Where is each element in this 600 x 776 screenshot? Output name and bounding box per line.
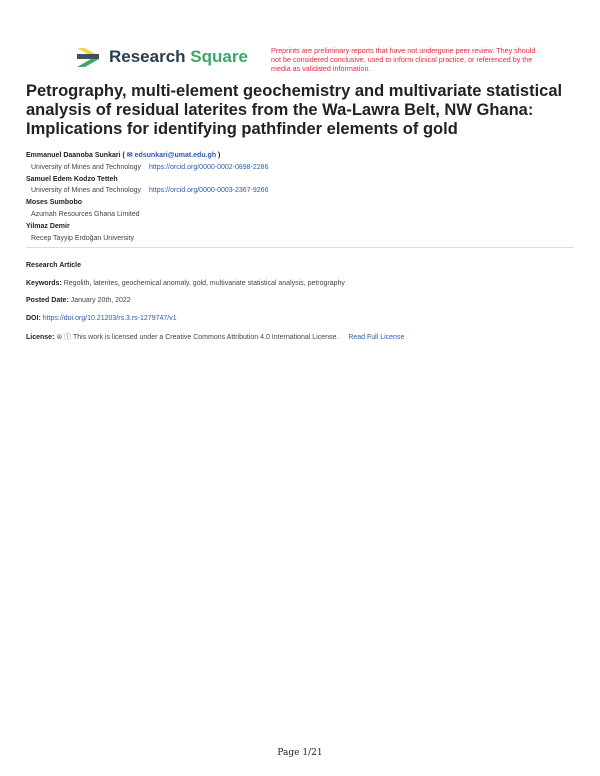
article-type: Research Article	[26, 262, 81, 269]
author-name: Moses Sumbobo	[26, 199, 83, 207]
preprint-notice: Preprints are preliminary reports that have not undergone peer review. They should not be considered conclusive, used to inform clinical practice, or referenced by the media as validated information.	[271, 46, 536, 73]
research-square-logo[interactable]	[75, 46, 248, 68]
author-name: Yilmaz Demir	[26, 222, 70, 230]
author-affiliation: Recep Tayyip Erdoğan University	[31, 234, 134, 242]
divider	[26, 247, 574, 248]
license-text: This work is licensed under a Creative Commons Attribution 4.0 International License.	[73, 334, 339, 341]
keywords-label: Keywords:	[26, 279, 62, 287]
page-number: Page 1/21	[277, 748, 323, 758]
orcid-link[interactable]: https://orcid.org/0000-0002-0898-2286	[148, 163, 269, 171]
posted-label: Posted Date:	[26, 297, 69, 304]
paper-title: Petrography, multi-element geochemistry and multivariate statistical analysis of residual laterites from the Wa-Lawra Belt, NW Ghana: Implications for identifying pathfinder elements of gold	[26, 82, 563, 138]
logo-text: Research Square	[109, 47, 248, 66]
author-affiliation: University of Mines and Technology https://orcid.org/0000-0003-2367-9266	[31, 187, 269, 195]
author-affiliation: University of Mines and Technology https://orcid.org/0000-0002-0898-2286	[31, 163, 269, 171]
doi-label: DOI:	[26, 314, 41, 322]
author-name: Samuel Edem Kodzo Tetteh	[26, 175, 118, 183]
posted-date: January 20th, 2022	[70, 297, 131, 304]
read-license-link[interactable]: Read Full License	[348, 334, 405, 341]
keywords: Regolith, laterites, geochemical anomaly, gold, multivariate statistical analysis, petrography	[63, 279, 345, 287]
author-list	[26, 150, 268, 244]
email-icon: ✉	[126, 152, 133, 159]
orcid-link[interactable]: https://orcid.org/0000-0003-2367-9266	[148, 187, 269, 195]
article-metadata	[26, 262, 404, 353]
author-affiliation: Azumah Resources Ghana Limited	[31, 210, 140, 218]
cc-license-icon: ⊜ ⓘ	[56, 334, 72, 341]
logo-icon	[75, 46, 103, 68]
doi-link[interactable]: https://doi.org/10.21203/rs.3.rs-1279747/v1	[42, 314, 177, 322]
author-email-link[interactable]: edsunkari@umat.edu.gh	[134, 152, 217, 159]
author-name: Emmanuel Daanoba Sunkari ( ✉ edsunkari@umat.edu.gh )	[26, 152, 221, 159]
license-label: License:	[26, 334, 55, 341]
